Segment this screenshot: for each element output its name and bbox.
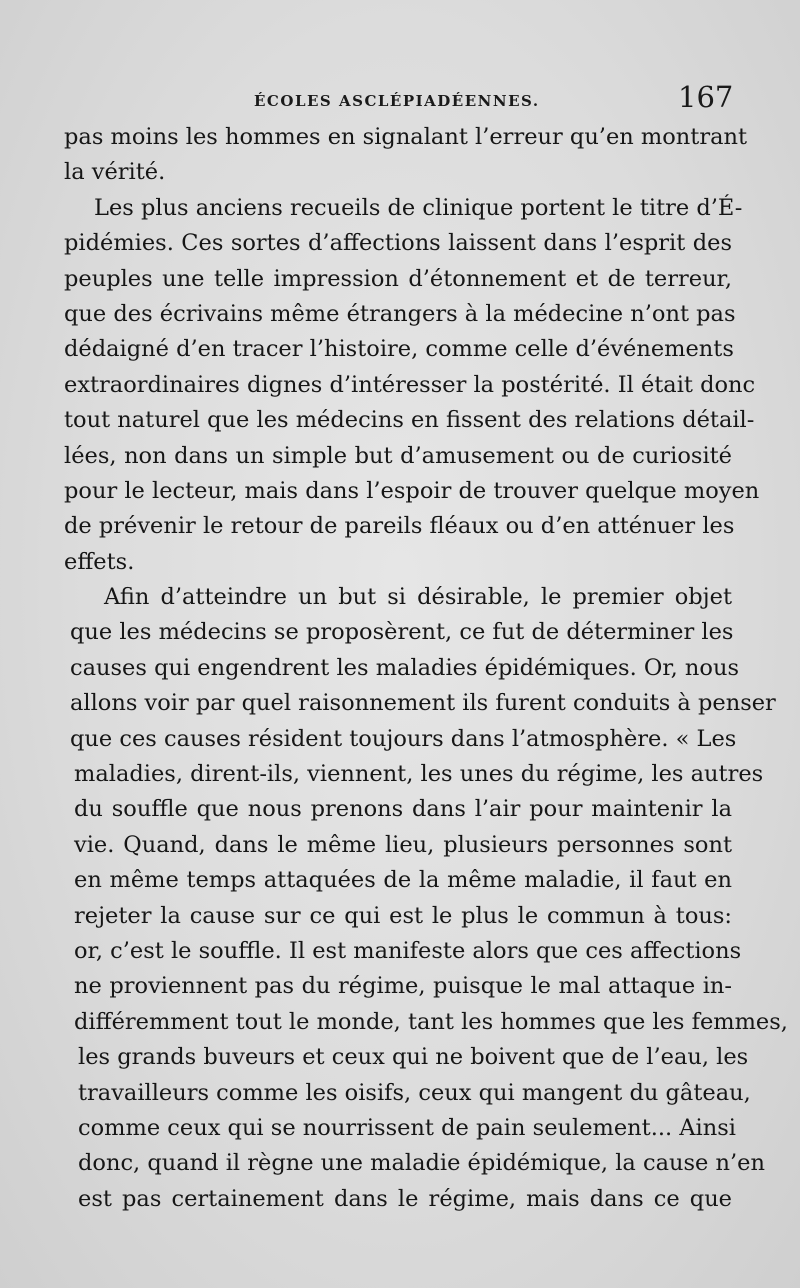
page-number: 167	[678, 80, 734, 114]
text-line: la vérité.	[64, 159, 166, 186]
text-line: du souffle que nous prenons dans l’air pour maintenir la	[74, 796, 732, 823]
text-line: pour le lecteur, mais dans l’espoir de trouver quelque moyen	[64, 477, 760, 504]
text-line: peuples une telle impression d’étonnement et de terreur,	[64, 265, 732, 292]
text-line: est pas certainement dans le régime, mais dans ce que	[78, 1185, 732, 1212]
text-line: rejeter la cause sur ce qui est le plus le commun à tous:	[74, 902, 732, 929]
text-line: que ces causes résident toujours dans l’atmosphère. « Les	[70, 725, 737, 752]
text-line: maladies, dirent-ils, viennent, les unes du régime, les autres	[74, 761, 764, 788]
text-line: Afin d’atteindre un but si désirable, le premier objet	[104, 584, 732, 611]
running-head: ÉCOLES ASCLÉPIADÉENNES.	[254, 92, 540, 110]
text-line: dédaigné d’en tracer l’histoire, comme celle d’événements	[64, 336, 734, 363]
text-line: les grands buveurs et ceux qui ne boivent que de l’eau, les	[78, 1044, 749, 1071]
text-line: en même temps attaquées de la même maladie, il faut en	[74, 867, 732, 894]
text-line: ne proviennent pas du régime, puisque le mal attaque in-	[74, 973, 732, 1000]
text-line: différemment tout le monde, tant les hommes que les femmes,	[74, 1008, 788, 1035]
text-line: de prévenir le retour de pareils fléaux ou d’en atténuer les	[64, 513, 735, 540]
text-line: tout naturel que les médecins en fissent des relations détail-	[64, 407, 755, 434]
text-line: travailleurs comme les oisifs, ceux qui mangent du gâteau,	[78, 1079, 751, 1106]
text-line: lées, non dans un simple but d’amusement ou de curiosité	[64, 442, 732, 469]
text-line: causes qui engendrent les maladies épidémiques. Or, nous	[70, 654, 740, 681]
text-line: comme ceux qui se nourrissent de pain seulement... Ainsi	[78, 1114, 736, 1141]
text-line: pas moins les hommes en signalant l’erreur qu’en montrant	[64, 124, 748, 150]
text-line: vie. Quand, dans le même lieu, plusieurs personnes sont	[74, 831, 732, 858]
page-header	[0, 80, 800, 120]
text-line: allons voir par quel raisonnement ils furent conduits à penser	[70, 690, 776, 717]
text-line: que les médecins se proposèrent, ce fut de déterminer les	[70, 619, 734, 646]
text-line: que des écrivains même étrangers à la médecine n’ont pas	[64, 300, 736, 327]
body-text	[64, 120, 788, 1217]
text-line: extraordinaires dignes d’intéresser la postérité. Il était donc	[64, 371, 756, 398]
text-line: Les plus anciens recueils de clinique portent le titre d’É-	[94, 194, 743, 221]
text-line: or, c’est le souffle. Il est manifeste alors que ces affections	[74, 937, 742, 964]
text-line: effets.	[64, 548, 135, 575]
text-line: donc, quand il règne une maladie épidémique, la cause n’en	[78, 1150, 765, 1177]
text-line: pidémies. Ces sortes d’affections laissent dans l’esprit des	[64, 230, 732, 257]
